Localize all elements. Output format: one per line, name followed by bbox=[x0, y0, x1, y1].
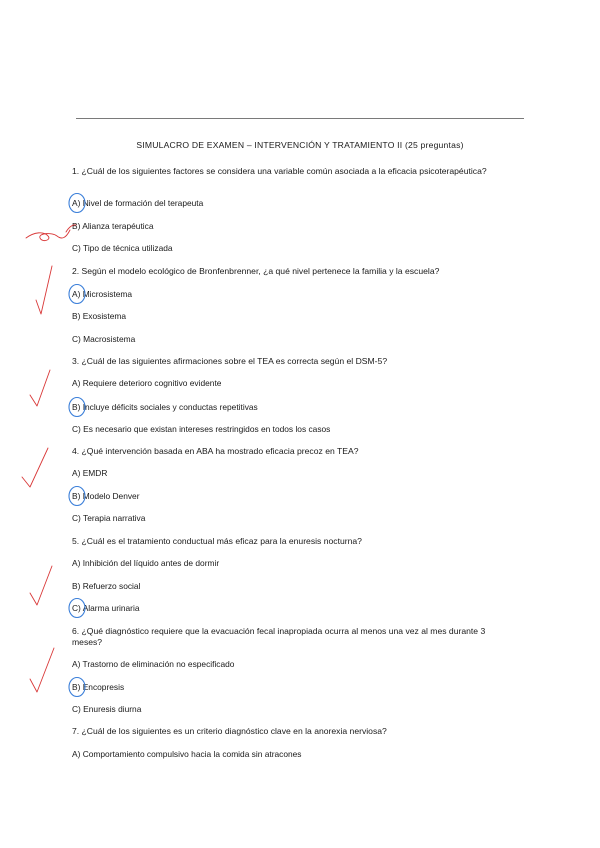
question-6: 6. ¿Qué diagnóstico requiere que la evacuación fecal inapropiada ocurra al menos una vez al mes durante 3 meses? bbox=[72, 626, 486, 647]
q3-option-c[interactable]: C) Es necesario que existan intereses restringidos en todos los casos bbox=[72, 424, 331, 434]
question-7: 7. ¿Cuál de los siguientes es un criterio diagnóstico clave en la anorexia nerviosa? bbox=[72, 726, 387, 736]
question-1: 1. ¿Cuál de los siguientes factores se considera una variable común asociada a la eficacia psicoterapéutica? bbox=[72, 166, 487, 176]
question-4: 4. ¿Qué intervención basada en ABA ha mostrado eficacia precoz en TEA? bbox=[72, 446, 359, 456]
q6-option-a[interactable]: A) Trastorno de eliminación no especificado bbox=[72, 659, 235, 669]
q5-option-a[interactable]: A) Inhibición del líquido antes de dormir bbox=[72, 558, 220, 568]
q4-check-icon bbox=[22, 448, 48, 487]
q6-option-c[interactable]: C) Enuresis diurna bbox=[72, 704, 142, 714]
document-title: SIMULACRO DE EXAMEN – INTERVENCIÓN Y TRATAMIENTO II (25 preguntas) bbox=[136, 140, 464, 150]
q3-check-icon bbox=[30, 370, 50, 406]
question-2: 2. Según el modelo ecológico de Bronfenbrenner, ¿a qué nivel pertenece la familia y la escuela? bbox=[72, 266, 440, 276]
question-5: 5. ¿Cuál es el tratamiento conductual más eficaz para la enuresis nocturna? bbox=[72, 536, 362, 546]
q1-incorrect-mark-icon bbox=[26, 230, 70, 241]
q7-option-a[interactable]: A) Comportamiento compulsivo hacia la comida sin atracones bbox=[72, 749, 302, 759]
question-3: 3. ¿Cuál de las siguientes afirmaciones sobre el TEA es correcta según el DSM-5? bbox=[72, 356, 388, 366]
q4-option-b[interactable]: B) Modelo Denver bbox=[72, 491, 140, 501]
q1-option-c[interactable]: C) Tipo de técnica utilizada bbox=[72, 243, 173, 253]
q2-option-c[interactable]: C) Macrosistema bbox=[72, 334, 136, 344]
q6-option-b[interactable]: B) Encopresis bbox=[72, 682, 125, 692]
q5-option-b[interactable]: B) Refuerzo social bbox=[72, 581, 141, 591]
q2-check-icon bbox=[36, 266, 52, 314]
q2-option-a[interactable]: A) Microsistema bbox=[72, 289, 133, 299]
q4-option-c[interactable]: C) Terapia narrativa bbox=[72, 513, 146, 523]
q1-option-b[interactable]: B) Alianza terapéutica bbox=[72, 221, 154, 231]
q3-option-b[interactable]: B) Incluye déficits sociales y conductas repetitivas bbox=[72, 402, 258, 412]
q5-option-c[interactable]: C) Alarma urinaria bbox=[72, 603, 140, 613]
q4-option-a[interactable]: A) EMDR bbox=[72, 468, 108, 478]
q2-option-b[interactable]: B) Exosistema bbox=[72, 311, 126, 321]
top-rule bbox=[76, 118, 524, 119]
q5-check-icon bbox=[30, 566, 52, 605]
q6-check-icon bbox=[30, 648, 54, 692]
q3-option-a[interactable]: A) Requiere deterioro cognitivo evidente bbox=[72, 378, 222, 388]
q1-option-a[interactable]: A) Nivel de formación del terapeuta bbox=[72, 198, 204, 208]
